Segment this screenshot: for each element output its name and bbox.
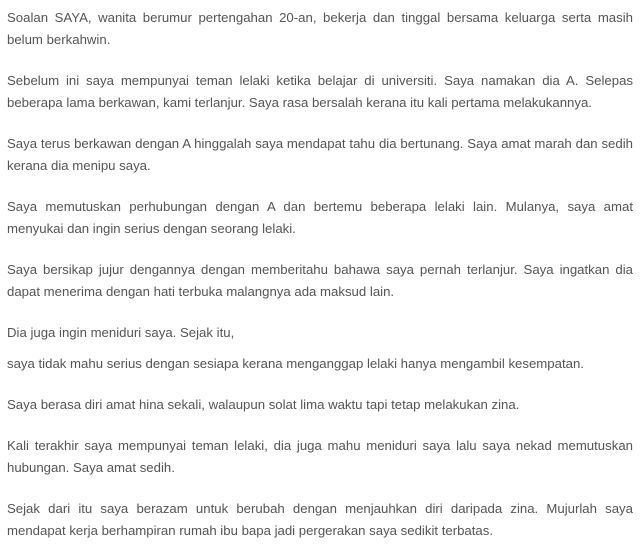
paragraph: Dia juga ingin meniduri saya. Sejak itu, <box>7 325 235 340</box>
paragraph: Saya memutuskan perhubungan dengan A dan bertemu beberapa lelaki lain. Mulanya, saya amat menyukai dan ingin serius dengan seorang lelaki. <box>7 199 633 236</box>
paragraph: Saya terus berkawan dengan A hinggalah saya mendapat tahu dia bertunang. Saya amat marah dan sedih kerana dia menipu saya. <box>7 136 633 173</box>
paragraph: Soalan SAYA, wanita berumur pertengahan 20-an, bekerja dan tinggal bersama keluarga serta masih belum berkahwin. <box>7 10 633 47</box>
paragraph: Saya bersikap jujur dengannya dengan memberitahu bahawa saya pernah terlanjur. Saya ingatkan dia dapat menerima dengan hati terbuka malangnya ada maksud lain. <box>7 262 633 299</box>
paragraph: Sebelum ini saya mempunyai teman lelaki ketika belajar di universiti. Saya namakan dia A. Selepas beberapa lama berkawan, kami terlanjur. Saya rasa bersalah kerana itu kali pertama melakukannya. <box>7 73 633 110</box>
article-body <box>7 7 633 542</box>
paragraph: Saya berasa diri amat hina sekali, walaupun solat lima waktu tapi tetap melakukan zina. <box>7 397 520 412</box>
paragraph: saya tidak mahu serius dengan sesiapa kerana menganggap lelaki hanya mengambil kesempatan. <box>7 356 584 371</box>
paragraph: Sejak dari itu saya berazam untuk berubah dengan menjauhkan diri daripada zina. Mujurlah saya mendapat kerja berhampiran rumah ibu bapa jadi pergerakan saya sedikit terbatas. <box>7 501 633 538</box>
paragraph: Kali terakhir saya mempunyai teman lelaki, dia juga mahu meniduri saya lalu saya nekad memutuskan hubungan. Saya amat sedih. <box>7 438 633 475</box>
